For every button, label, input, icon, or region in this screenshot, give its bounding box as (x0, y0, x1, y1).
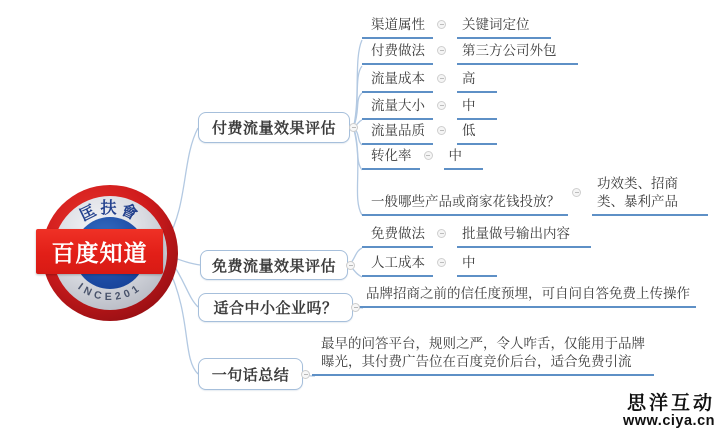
svg-text:匡扶會 (77, 199, 144, 225)
watermark (623, 394, 715, 429)
leaf-label[interactable]: 一般哪些产品或商家花钱投放？ (362, 193, 568, 216)
leaf-label[interactable]: 免费做法 (362, 225, 433, 248)
collapse-icon[interactable] (437, 20, 446, 29)
leaf-traffic-volume[interactable] (362, 97, 497, 120)
leaf-value[interactable]: 中 (457, 97, 497, 120)
leaf-value[interactable]: 中 (444, 147, 484, 170)
collapse-icon[interactable] (437, 229, 446, 238)
leaf-label[interactable]: 流量大小 (362, 97, 433, 120)
leaf-label[interactable]: 付费做法 (362, 42, 433, 65)
collapse-icon[interactable] (437, 46, 446, 55)
branch-paid-traffic[interactable]: 付费流量效果评估 (198, 112, 350, 143)
leaf-value[interactable]: 关键词定位 (457, 16, 551, 39)
leaf-summary-note[interactable]: 最早的问答平台，规则之严，令人咋舌，仅能用于品牌曝光，其付费广告位在百度竞价后台，适合免费引流 (312, 335, 654, 376)
leaf-conversion-rate[interactable] (362, 147, 483, 170)
leaf-label[interactable]: 流量成本 (362, 70, 433, 93)
leaf-label[interactable]: 流量品质 (362, 122, 433, 145)
badge-arc-top-text: 匡扶會 (77, 200, 143, 225)
watermark-brand: 思洋互动 (626, 392, 715, 414)
leaf-sme-note[interactable]: 品牌招商之前的信任度预埋，可自问自答免费上传操作 (357, 285, 696, 308)
collapse-icon[interactable] (437, 126, 446, 135)
branch-free-traffic[interactable]: 免费流量效果评估 (200, 250, 348, 280)
badge-arc-bottom-text: INCE201 (75, 280, 145, 304)
leaf-value[interactable]: 中 (457, 254, 497, 277)
leaf-traffic-quality[interactable] (362, 122, 497, 145)
leaf-value[interactable]: 功效类、招商类、暴利产品 (592, 175, 708, 216)
collapse-handle-free[interactable] (346, 261, 355, 270)
leaf-label[interactable]: 渠道属性 (362, 16, 433, 39)
branch-summary[interactable]: 一句话总结 (198, 358, 303, 390)
watermark-url: www.ciya.cn (623, 412, 715, 429)
leaf-traffic-cost[interactable] (362, 70, 497, 93)
collapse-handle-sme[interactable] (351, 303, 360, 312)
collapse-icon[interactable] (437, 258, 446, 267)
leaf-value[interactable]: 低 (457, 122, 497, 145)
branch-sme-fit[interactable]: 适合中小企业吗？ (198, 293, 353, 322)
collapse-icon[interactable] (437, 74, 446, 83)
collapse-handle-paid[interactable] (349, 123, 358, 132)
leaf-value[interactable]: 第三方公司外包 (457, 42, 578, 65)
collapse-handle-summary[interactable] (301, 370, 310, 379)
collapse-icon[interactable] (437, 101, 446, 110)
leaf-who-pays[interactable] (362, 175, 708, 216)
collapse-icon[interactable] (572, 188, 581, 197)
leaf-value[interactable]: 批量做号输出内容 (457, 225, 591, 248)
leaf-label[interactable]: 转化率 (362, 147, 420, 170)
leaf-paid-method[interactable] (362, 42, 578, 65)
leaf-label[interactable]: 人工成本 (362, 254, 433, 277)
leaf-labor-cost[interactable] (362, 254, 497, 277)
root-node[interactable]: 百度知道 (36, 229, 163, 274)
collapse-icon[interactable] (424, 151, 433, 160)
svg-text:INCE201 (76, 281, 145, 303)
leaf-channel-attribute[interactable] (362, 16, 551, 39)
leaf-free-method[interactable] (362, 225, 591, 248)
leaf-value[interactable]: 高 (457, 70, 497, 93)
